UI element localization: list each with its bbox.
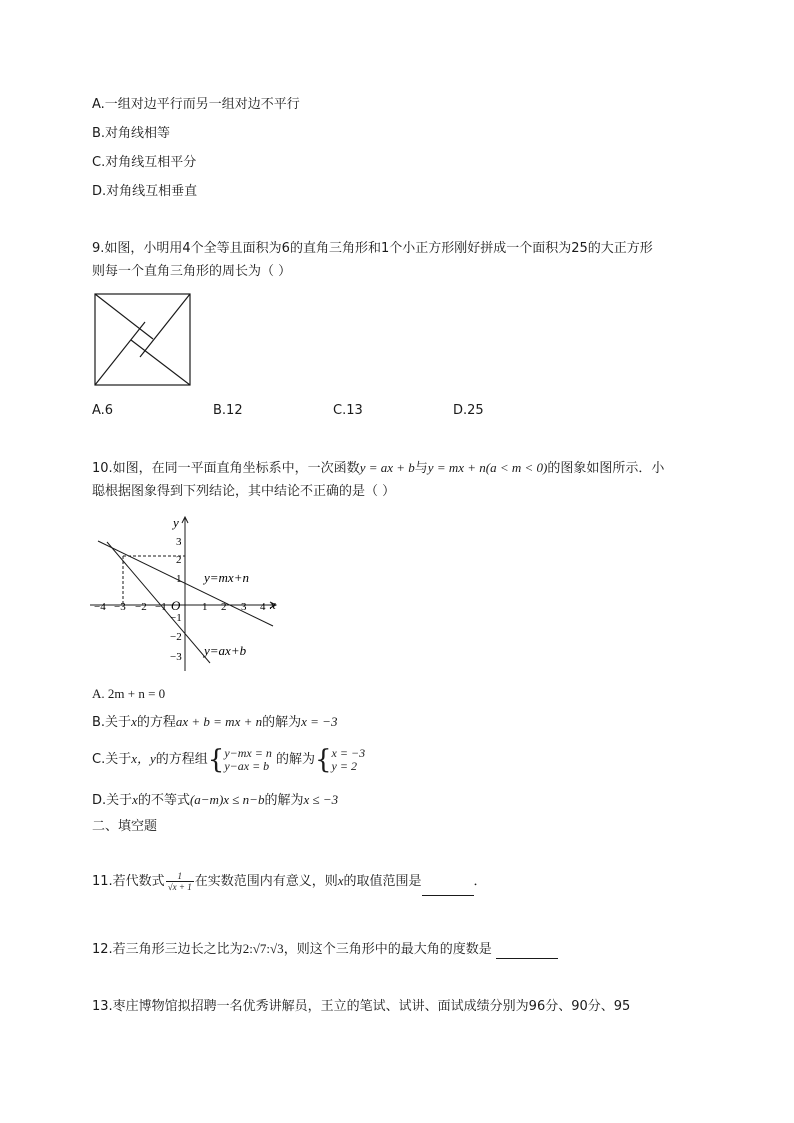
graph-x-axis-label: x — [270, 597, 276, 612]
x-tick-label: −3 — [114, 601, 126, 613]
option-text: 的解为 — [275, 752, 315, 767]
q8-option-c: C.对角线互相平分 — [92, 155, 197, 170]
q10-option-b — [92, 714, 337, 731]
q9-choice-d: D.25 — [453, 403, 484, 418]
x-tick-label: −1 — [155, 601, 167, 613]
option-text: 的方程组 — [155, 752, 208, 767]
system-eq-2: y−ax = b — [224, 758, 270, 773]
q11-suffix: 在实数范围内有意义，则 — [194, 874, 338, 889]
answer-blank[interactable] — [422, 869, 474, 896]
q11-end: ． — [473, 874, 487, 889]
q8-option-d: D.对角线互相垂直 — [92, 184, 198, 199]
x-tick-label: 2 — [221, 601, 227, 613]
system-eq-1: y−mx = n — [224, 745, 272, 760]
q11-prefix: 11.若代数式 — [92, 874, 165, 889]
y-tick-label: −1 — [170, 612, 182, 624]
q11-var: x — [337, 873, 344, 888]
x-tick-label: −2 — [135, 601, 147, 613]
y-tick-label: 2 — [176, 554, 182, 566]
x-tick-label: −4 — [94, 601, 106, 613]
q10-coordinate-graph — [90, 512, 284, 672]
x-tick-label: 4 — [260, 601, 266, 613]
solution-1: x = −3 — [331, 745, 366, 760]
option-equation: ax + b = mx + n — [175, 714, 263, 729]
q9-square-figure — [94, 293, 191, 386]
x-tick-label: 3 — [241, 601, 247, 613]
q10-line1-prefix: 10.如图，在同一平面直角坐标系中，一次函数 — [92, 461, 360, 476]
q10-cond: (a < m < 0) — [485, 460, 548, 475]
q12-ratio: 2:√7:√3 — [242, 941, 284, 956]
line-mx-n-label: y=mx+n — [204, 570, 249, 585]
q13-text: 13.枣庄博物馆拟招聘一名优秀讲解员，王立的笔试、试讲、面试成绩分别为96分、90分、95 — [92, 999, 631, 1014]
y-tick-label: −3 — [170, 651, 182, 663]
q9-choice-a: A.6 — [92, 403, 114, 418]
q10-text-line1 — [92, 460, 664, 477]
q8-option-b: B.对角线相等 — [92, 126, 171, 141]
graph-y-axis-label: y — [173, 515, 179, 530]
option-var: x — [132, 792, 138, 807]
q9-text-line1: 9.如图，小明用4个全等且面积为6的直角三角形和1个小正方形刚好拼成一个面积为25的大正方形 — [92, 241, 653, 256]
q10-option-d — [92, 792, 338, 809]
q10-func2: y = mx + n — [427, 460, 486, 475]
line-ax-b-label: y=ax+b — [204, 643, 247, 658]
q10-conj: 与 — [414, 461, 428, 476]
option-text: B.关于 — [92, 715, 132, 730]
q10-option-c — [92, 744, 365, 775]
q8-option-a: A.一组对边平行而另一组对边不平行 — [92, 97, 300, 112]
fraction-denominator: √x + 1 — [167, 882, 192, 892]
q11-text — [92, 868, 487, 896]
q9-choice-b: B.12 — [213, 403, 243, 418]
q10-option-a: A. 2m + n = 0 — [92, 686, 166, 701]
q10-line1-suffix: 的图象如图所示．小 — [547, 461, 665, 476]
left-brace: { — [315, 744, 332, 775]
option-vars: x，y — [131, 751, 156, 766]
section-title: 二、填空题 — [92, 819, 158, 834]
graph-origin-label: O — [171, 598, 181, 613]
q12-prefix: 12.若三角形三边长之比为 — [92, 942, 243, 957]
solution-2: y = 2 — [331, 758, 357, 773]
option-text: 的解为 — [264, 793, 304, 808]
option-text: C.关于 — [92, 752, 132, 767]
q11-fraction — [166, 871, 194, 892]
option-solution: x = −3 — [301, 714, 338, 729]
q9-choice-c: C.13 — [333, 403, 363, 418]
equation-system — [224, 747, 272, 773]
left-brace: { — [207, 744, 225, 775]
solution-system — [332, 747, 366, 773]
option-solution: x ≤ −3 — [303, 792, 339, 807]
option-text: 的解为 — [262, 715, 302, 730]
option-text: D.关于 — [92, 793, 133, 808]
fraction-numerator: 1 — [166, 871, 194, 882]
q12-suffix: ，则这个三角形中的最大角的度数是 — [283, 942, 492, 957]
option-text: 的不等式 — [137, 793, 190, 808]
option-var: x — [131, 714, 137, 729]
y-tick-label: 1 — [176, 573, 182, 585]
q11-suffix: 的取值范围是 — [343, 874, 422, 889]
option-inequality: (a−m)x ≤ n−b — [189, 792, 265, 807]
q10-func1: y = ax + b — [359, 460, 415, 475]
q10-text-line2: 聪根据图象得到下列结论，其中结论不正确的是（ ） — [92, 484, 396, 499]
answer-blank[interactable] — [496, 942, 558, 959]
x-tick-label: 1 — [202, 601, 208, 613]
y-tick-label: 3 — [176, 536, 182, 548]
y-tick-label: −2 — [170, 631, 182, 643]
q12-text — [92, 941, 558, 959]
option-text: 的方程 — [136, 715, 176, 730]
q9-text-line2: 则每一个直角三角形的周长为（ ） — [92, 264, 292, 279]
